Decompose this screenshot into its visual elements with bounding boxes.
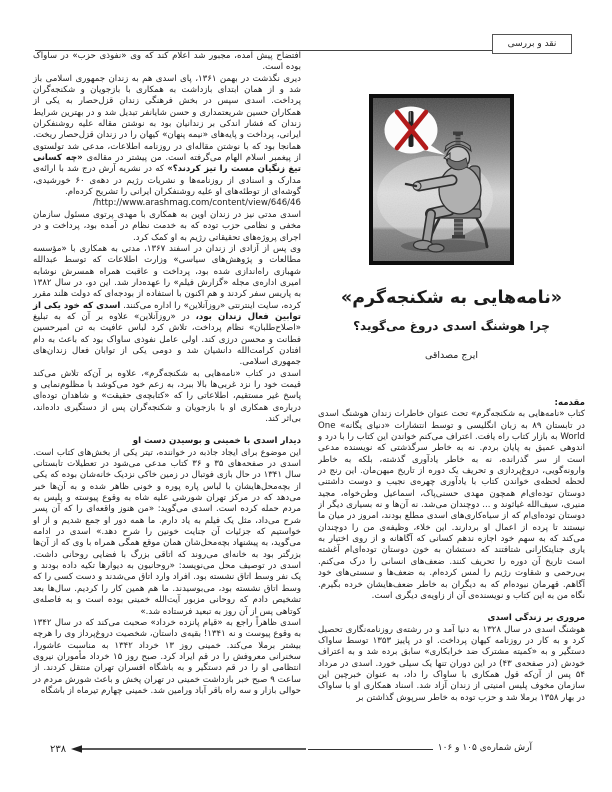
bold-run: «چه کسانی تیغ زنگیان مست را تیز کردند؟» xyxy=(33,153,301,175)
page-number-footer xyxy=(50,742,310,756)
article-title-block xyxy=(318,288,585,377)
article-subtitle: چرا هوشنگ اسدی دروغ می‌گوید؟ xyxy=(353,319,550,333)
paragraph: هوشنگ اسدی در سال ۱۳۲۸ به دنیا آمد و در رشته‌ی روزنامه‌نگاری تحصیل کرد و به کار در روزنامه کیهان پرداخت. او در پاییز ۱۳۵۳ توسط ساواک دستگیر و به «کمیته مشترک ضد خرابکاری» سابق برده شد و به اعتراف خودش (در صفحه‌ی ۴۳) در این دوران تنها یک سیلی خورد. اسدی در مرداد ۵۴ پس از آن‌که قول همکاری با ساواک را داد، به عنوان خبرچین این سازمان مخوف پلیس امنیتی از زندان آزاد شد. اسناد همکاری او با ساواک در بهار ۱۳۵۸ برملا شد و حزب توده به خاطر سرپوش گذاشتن بر xyxy=(318,624,585,703)
page-number-arrow xyxy=(71,744,306,754)
article-url-line xyxy=(33,198,301,209)
text-run: دیری نگذشت در بهمن ۱۳۶۱، پای اسدی هم به زندان جمهوری اسلامی باز شد و از همان ابتدای بازداشت به همکاری با بازجویان و شکنجه‌گران پرداخت. اسدی سپس در بخش فرهنگی زندان قزل‌حصار به یکی از همکاران حسین شریعتمداری و حسن شایانفر تبدیل شد و در بهترین شرایط زندان که فشار اندکی بر زندانیان بود به نوشتن مقاله علیه روشنفکران ایرانی، پرداخت و پایه‌های «نیمه پنهان» کیهان را در زندان قزل‌حصار ریخت. همانجا بود که با نوشتن مقاله‌ای در روزنامه اطلاعات، مدعی شد تولستوی از پیغمبر اسلام الهام می‌گرفته است. من پیشتر در مقاله‌ی xyxy=(33,73,301,164)
paragraph: کتاب «نامه‌هایی به شکنجه‌گرم» تحت عنوان خاطرات زندان هوشنگ اسدی در تابستان ۸۹ به زبان انگلیسی و توسط انتشارات «دنیای یگانه» One World به بازار کتاب راه یافت. اعتراف می‌کنم خواندن این کتاب را با درد و اندوهی عمیق به پایان بردم. نه به خاطر سرگذشتی که نویسنده مدعی است از سر گذرانده، نه به خاطر یادآوری گذشته، بلکه به خاطر وارونه‌گویی، دروغ‌پردازی و تحریف یک دوره از تاریخ میهن‌مان. این رنج در لحظه لحظه‌ی خواندن کتاب با یادآوری چهره‌ی نجیب و دوست داشتنی دوستان توده‌ای‌ام همچون مهدی حسنی‌پاک، اسماعیل وطن‌خواه، مجید منیری، سیف‌الله غیاثوند و ... دوچندان می‌شد. نه آن‌ها و نه بسیاری دیگر از دوستان توده‌ای‌ام که از سیاه‌کاری‌های اسدی مطلع بودند، امروز در میان ما نیستند تا پرده از اعمال او بردارند. این خلاء، وظیفه‌ی من را دوچندان می‌کند که به سهم خود اجازه ندهم کسانی که آگاهانه و از روی اختیار به یاری جنایتکارانی شتافتند که دستشان به خون دوستان توده‌ای‌ام آغشته است تاریخ آن دوره را تحریف کنند. ضعف‌های انسانی را درک می‌کنم. بی‌رحمی و شقاوت رژیم را لمس کرده‌ام. به ضعف‌ها و سستی‌های خود آگاهم. قهرمان نبوده‌ام که به دیگران به خاطر ضعف‌هایشان خرده بگیرم. نگاه من به این کتاب و نویسنده‌ی آن از زاویه‌ی دیگری است. xyxy=(318,409,585,601)
bio-heading: مروری بر زندگی اسدی xyxy=(487,613,585,624)
paragraph: افتضاح پیش آمده، مجبور شد اعلام کند که وی «نفوذی حزب» در ساواک بوده است. xyxy=(33,51,301,73)
column-right xyxy=(318,398,585,746)
footer-rule xyxy=(308,749,433,750)
page-number: ۲۳۸ xyxy=(50,743,67,755)
paragraph: اسدی مدتی نیز در زندان اوین به همکاری با مهدی پرتوی مسئول سازمان مخفی و نظامی حزب توده که به خدمت نظام در آمده بود، پرداخت و در اجرای پروژه‌های تحقیقاتی رژیم به او کمک کرد. xyxy=(33,209,301,243)
article-url-link[interactable]: http://www.arashmag.com/content/view/646/46/ xyxy=(92,198,301,209)
article-byline: ایرج مصداقی xyxy=(424,350,479,361)
khomeini-meeting-heading: دیدار اسدی با خمینی و بوسیدن دست او xyxy=(132,436,301,447)
article-title: «نامه‌هایی به شکنجه‌گرم» xyxy=(340,288,563,308)
section-label-box xyxy=(492,34,572,54)
seated-man-censored-pen-cartoon xyxy=(373,98,510,261)
bold-run: اسدی که خود یکی از توابین فعال زندان بود، xyxy=(33,300,301,322)
intro-heading: مقدمه: xyxy=(554,398,585,408)
paragraph: اسدی ظاهراً راجع به «قیام پانزده خرداد» صحبت می‌کند که در سال ۱۳۴۲ به وقوع پیوست و نه ۱۳۴۱! بقیه‌ی داستان، شخصیت دروغ‌پرداز وی را هرچه بیشتر برملا می‌کند. خمینی روز ۱۳ خرداد ۱۳۴۲ به مناسبت عاشورا، سخنرانی معروفش را در قم ایراد کرد. صبح روز ۱۵ خرداد مأموران نیروی انتظامی او را در قم دستگیر و به باشگاه افسران تهران منتقل کردند. از ساعت ۹ صبح خبر بازداشت خمینی در تهران پخش و باعث شورش مردم در حوالی بازار و سه راه باقر آباد ورامین شد. خمینی چهارم تیرماه از باشگاه xyxy=(33,617,301,696)
text-run: وی پس از آزادی از زندان در اسفند ۱۳۶۷، مدتی به همکاری با «مؤسسه مطالعات و پژوهش‌های سیاسی» وزارت اطلاعات که توسط عبدالله شهبازی راه‌اندازی شده بود، پرداخت و عاقبت همراه همسرش نوشابه امیری اداره‌ی مجله «گزارش فیلم» را عهده‌دار شد. این دو، در سال ۱۳۸۲ به پاریس سفر کردند و هم اکنون با استفاده از بودجه‌ای که دولت هلند مقرر کرده، سایت اینترنتی «روزآنلاین» را اداره می‌کنند. xyxy=(33,243,302,311)
column-left xyxy=(33,51,301,751)
journal-footer xyxy=(308,741,534,755)
journal-issue-label: آرش شماره‌ی ۱۰۵ و ۱۰۶ xyxy=(437,743,532,753)
paragraph xyxy=(33,74,301,199)
section-label: نقد و بررسی xyxy=(507,39,557,49)
text-run: که در نشریه آرش درج شد با ارائه‌ی مدارک و اسنادی از روزنامه‌ها و نشریات رژیم در دهه‌ی ۶۰ خورشیدی، گوشه‌ای از توطئه‌های او علیه روشنفکران ایرانی را تشریح کرده‌ام. xyxy=(33,164,301,198)
paragraph: اسدی در کتاب «نامه‌هایی به شکنجه‌گرم»، علاوه بر آن‌که تلاش می‌کند قیمت خود را نزد غربی‌ها بالا ببرد، به زعم خود می‌کوشد با مظلوم‌نمایی و پاسخ غیر مستقیم، اطلاعاتی را که «کتابچه‌ی حقیقت» و شاهدان توده‌ای درباره‌ی همکاری او با بازجویان و شکنجه‌گران پس از دستگیری داده‌اند، بی‌اثر کند. xyxy=(33,368,301,424)
paragraph xyxy=(33,244,301,369)
text-run: در «روزآنلاین» علاوه بر آن که به تبلیغ «اصلاح‌طلبان» نظام پرداخت، تلاش کرد لباس عافیت به تن امیرحسین فطانت و محسن درزی کند. اولی عامل نفوذی ساواک بود که باعث به دام افتادن کرامت‌الله دانشیان شد و دومی یکی از توابان فعال زندان‌های جمهوری اسلامی. xyxy=(33,311,301,368)
paragraph: این موضوع برای ایجاد جاذبه در خواننده، تیتر یکی از بخش‌های کتاب است. اسدی در صفحه‌های ۳۵ و ۳۶ کتاب مدعی می‌شود در تعطیلات تابستانی سال ۱۳۴۱ در حال بازی فوتبال در زمین خاکی نزدیک خانه‌شان بوده که یکی از بچه‌محل‌هایشان با لباس پاره پوره و خونی ظاهر شده و به آن‌ها خبر می‌دهد که در مرکز تهران شورشی علیه شاه به وقوع پیوسته و پلیس به مردم حمله کرده است. اسدی می‌گوید: «من هنوز واقعه‌ای را که آن پسر شرح می‌داد، مثل یک فیلم به یاد دارم. ما همه دور او جمع شدیم و از او خواستیم که جزئیات آن جنایت خونین را شرح دهد.» اسدی در ادامه می‌گوید، به پیشنهاد بچه‌محل‌شان همان موقع همگی همراه با وی که از آن‌ها بزرگتر بود به خانه‌ای می‌روند که اتاقی بزرگ با فضایی روحانی داشت. اسدی در توصیف محل می‌نویسد: «روحانیون به دیوارها تکیه داده بودند و یک نفر وسط اتاق نشسته بود. افراد وارد اتاق می‌شدند و دست کسی را که وسط اتاق نشسته بود، می‌بوسیدند. ما هم همین کار را کردیم. سال‌ها بعد تشخیص دادم که روحانی مزبور آیت‌الله خمینی بوده است و به فاصله‌ی کوتاهی پس از آن روز به تبعید فرستاده شد.» xyxy=(33,447,301,617)
cartoon-illustration xyxy=(369,94,514,265)
